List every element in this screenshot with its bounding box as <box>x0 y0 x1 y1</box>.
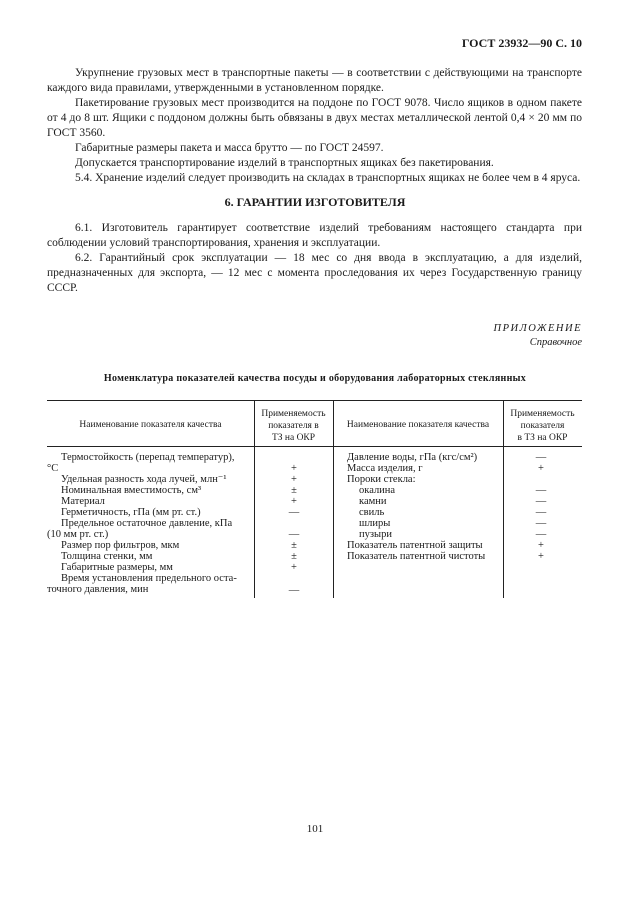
section-title: 6. ГАРАНТИИ ИЗГОТОВИТЕЛЯ <box>224 195 406 209</box>
table-row-label: окалина <box>359 485 396 496</box>
paragraph: Габаритные размеры пакета и масса брутто — по ГОСТ 24597. <box>75 142 384 154</box>
table-row-mark: + <box>538 463 544 474</box>
page-number: 101 <box>306 823 324 835</box>
appendix-note: Справочное <box>529 337 582 348</box>
table-row-label: пузыри <box>359 529 392 540</box>
appendix-label <box>494 322 583 350</box>
table-row-label: свиль <box>359 507 385 518</box>
paragraph: Допускается транспортирование изделий в транспортных ящиках без пакетирования. <box>75 157 494 169</box>
header-line: ТЗ на ОКР <box>271 433 316 443</box>
table-header-rule <box>47 446 582 447</box>
table-row-mark: + <box>538 551 544 562</box>
table-row-label: Термостойкость (перепад температур), <box>61 452 235 463</box>
paragraph: Пакетирование грузовых мест производится на поддоне по ГОСТ 9078. Число ящиков в одном пакете от 4 до 8 шт. Ящики с поддоном должны быть обвязаны в двух местах металлической лентой 0,4 × 20 мм по ГОСТ 3560. <box>47 97 582 139</box>
table-row-mark: — <box>535 518 547 529</box>
header-line: в ТЗ на ОКР <box>517 433 568 443</box>
table-row-label: Время установления предельного оста- <box>61 573 237 584</box>
section-text <box>47 221 582 296</box>
table-row-mark: + <box>291 463 297 474</box>
table-row-mark: — <box>535 496 547 507</box>
table-row-label: Давление воды, гПа (кгс/см²) <box>347 452 478 463</box>
table-row-label: Показатель патентной защиты <box>347 540 483 551</box>
table-row-label: Масса изделия, г <box>347 463 423 474</box>
table-row-label: Герметичность, гПа (мм рт. ст.) <box>61 507 201 518</box>
table-row-mark: — <box>535 452 547 463</box>
header-line: Применяемость <box>261 409 326 419</box>
table-row-mark: + <box>291 562 297 573</box>
table-row-label: (10 мм рт. ст.) <box>47 529 109 540</box>
table-row-mark: + <box>538 540 544 551</box>
table-row-label: Показатель патентной чистоты <box>347 551 486 562</box>
table-row-label: Номинальная вместимость, см³ <box>61 485 202 496</box>
header-line: показателя в <box>268 421 319 431</box>
header-applicability-right <box>503 408 582 444</box>
paragraph: 6.1. Изготовитель гарантирует соответствие изделий требованиям настоящего стандарта при соблюдении условий транспортирования, хранения и эксплуатации. <box>47 222 582 249</box>
paragraph: Укрупнение грузовых мест в транспортные пакеты — в соответствии с действующими на транспорте каждого вида правилами, утвержденными в установленном порядке. <box>47 67 582 94</box>
table-row-label: Предельное остаточное давление, кПа <box>61 518 233 529</box>
table-top-rule <box>47 400 582 401</box>
table-row-label: Пороки стекла: <box>347 474 416 485</box>
header-line: показателя <box>520 421 565 431</box>
table-row-label: °С <box>47 463 59 474</box>
table-row-mark: — <box>288 585 300 596</box>
table-row-label: Размер пор фильтров, мкм <box>61 540 180 551</box>
header-line: Применяемость <box>510 409 575 419</box>
page-header: ГОСТ 23932—90 С. 10 <box>461 36 582 50</box>
intro-text <box>47 66 582 186</box>
header-name-right: Наименование показателя качества <box>346 420 490 430</box>
paragraph: 6.2. Гарантийный срок эксплуатации — 18 мес со дня ввода в эксплуатацию, а для изделий, предназначенных для экспорта, — 12 мес с момента проследования их через Государственную границу СССР. <box>47 252 582 294</box>
table-row-mark: + <box>291 474 297 485</box>
table-row-mark: — <box>535 507 547 518</box>
table-row-label: точного давления, мин <box>47 584 149 595</box>
table-row-mark: ± <box>291 485 297 496</box>
table-row-label: Удельная разность хода лучей, млн⁻¹ <box>61 474 227 485</box>
table-row-mark: + <box>291 496 297 507</box>
paragraph: 5.4. Хранение изделий следует производить на складах в транспортных ящиках не более чем в 4 яруса. <box>75 172 581 184</box>
table-row-mark: ± <box>291 540 297 551</box>
header-applicability-left <box>254 408 333 444</box>
table-row-label: камни <box>359 496 387 507</box>
table-row-mark: — <box>288 529 300 540</box>
table-row-mark: — <box>535 529 547 540</box>
table-row-label: Материал <box>61 496 105 507</box>
appendix-title: ПРИЛОЖЕНИЕ <box>493 323 582 334</box>
table-row-mark: — <box>288 507 300 518</box>
table-row-label: Габаритные размеры, мм <box>61 562 173 573</box>
header-name-left: Наименование показателя качества <box>79 420 222 430</box>
table-row-mark: — <box>535 485 547 496</box>
table-row-mark: ± <box>291 551 297 562</box>
table-row-label: шлиры <box>359 518 391 529</box>
table-row-label: Толщина стенки, мм <box>61 551 153 562</box>
table-title: Номенклатура показателей качества посуды и оборудования лабораторных стеклянных <box>103 373 527 384</box>
